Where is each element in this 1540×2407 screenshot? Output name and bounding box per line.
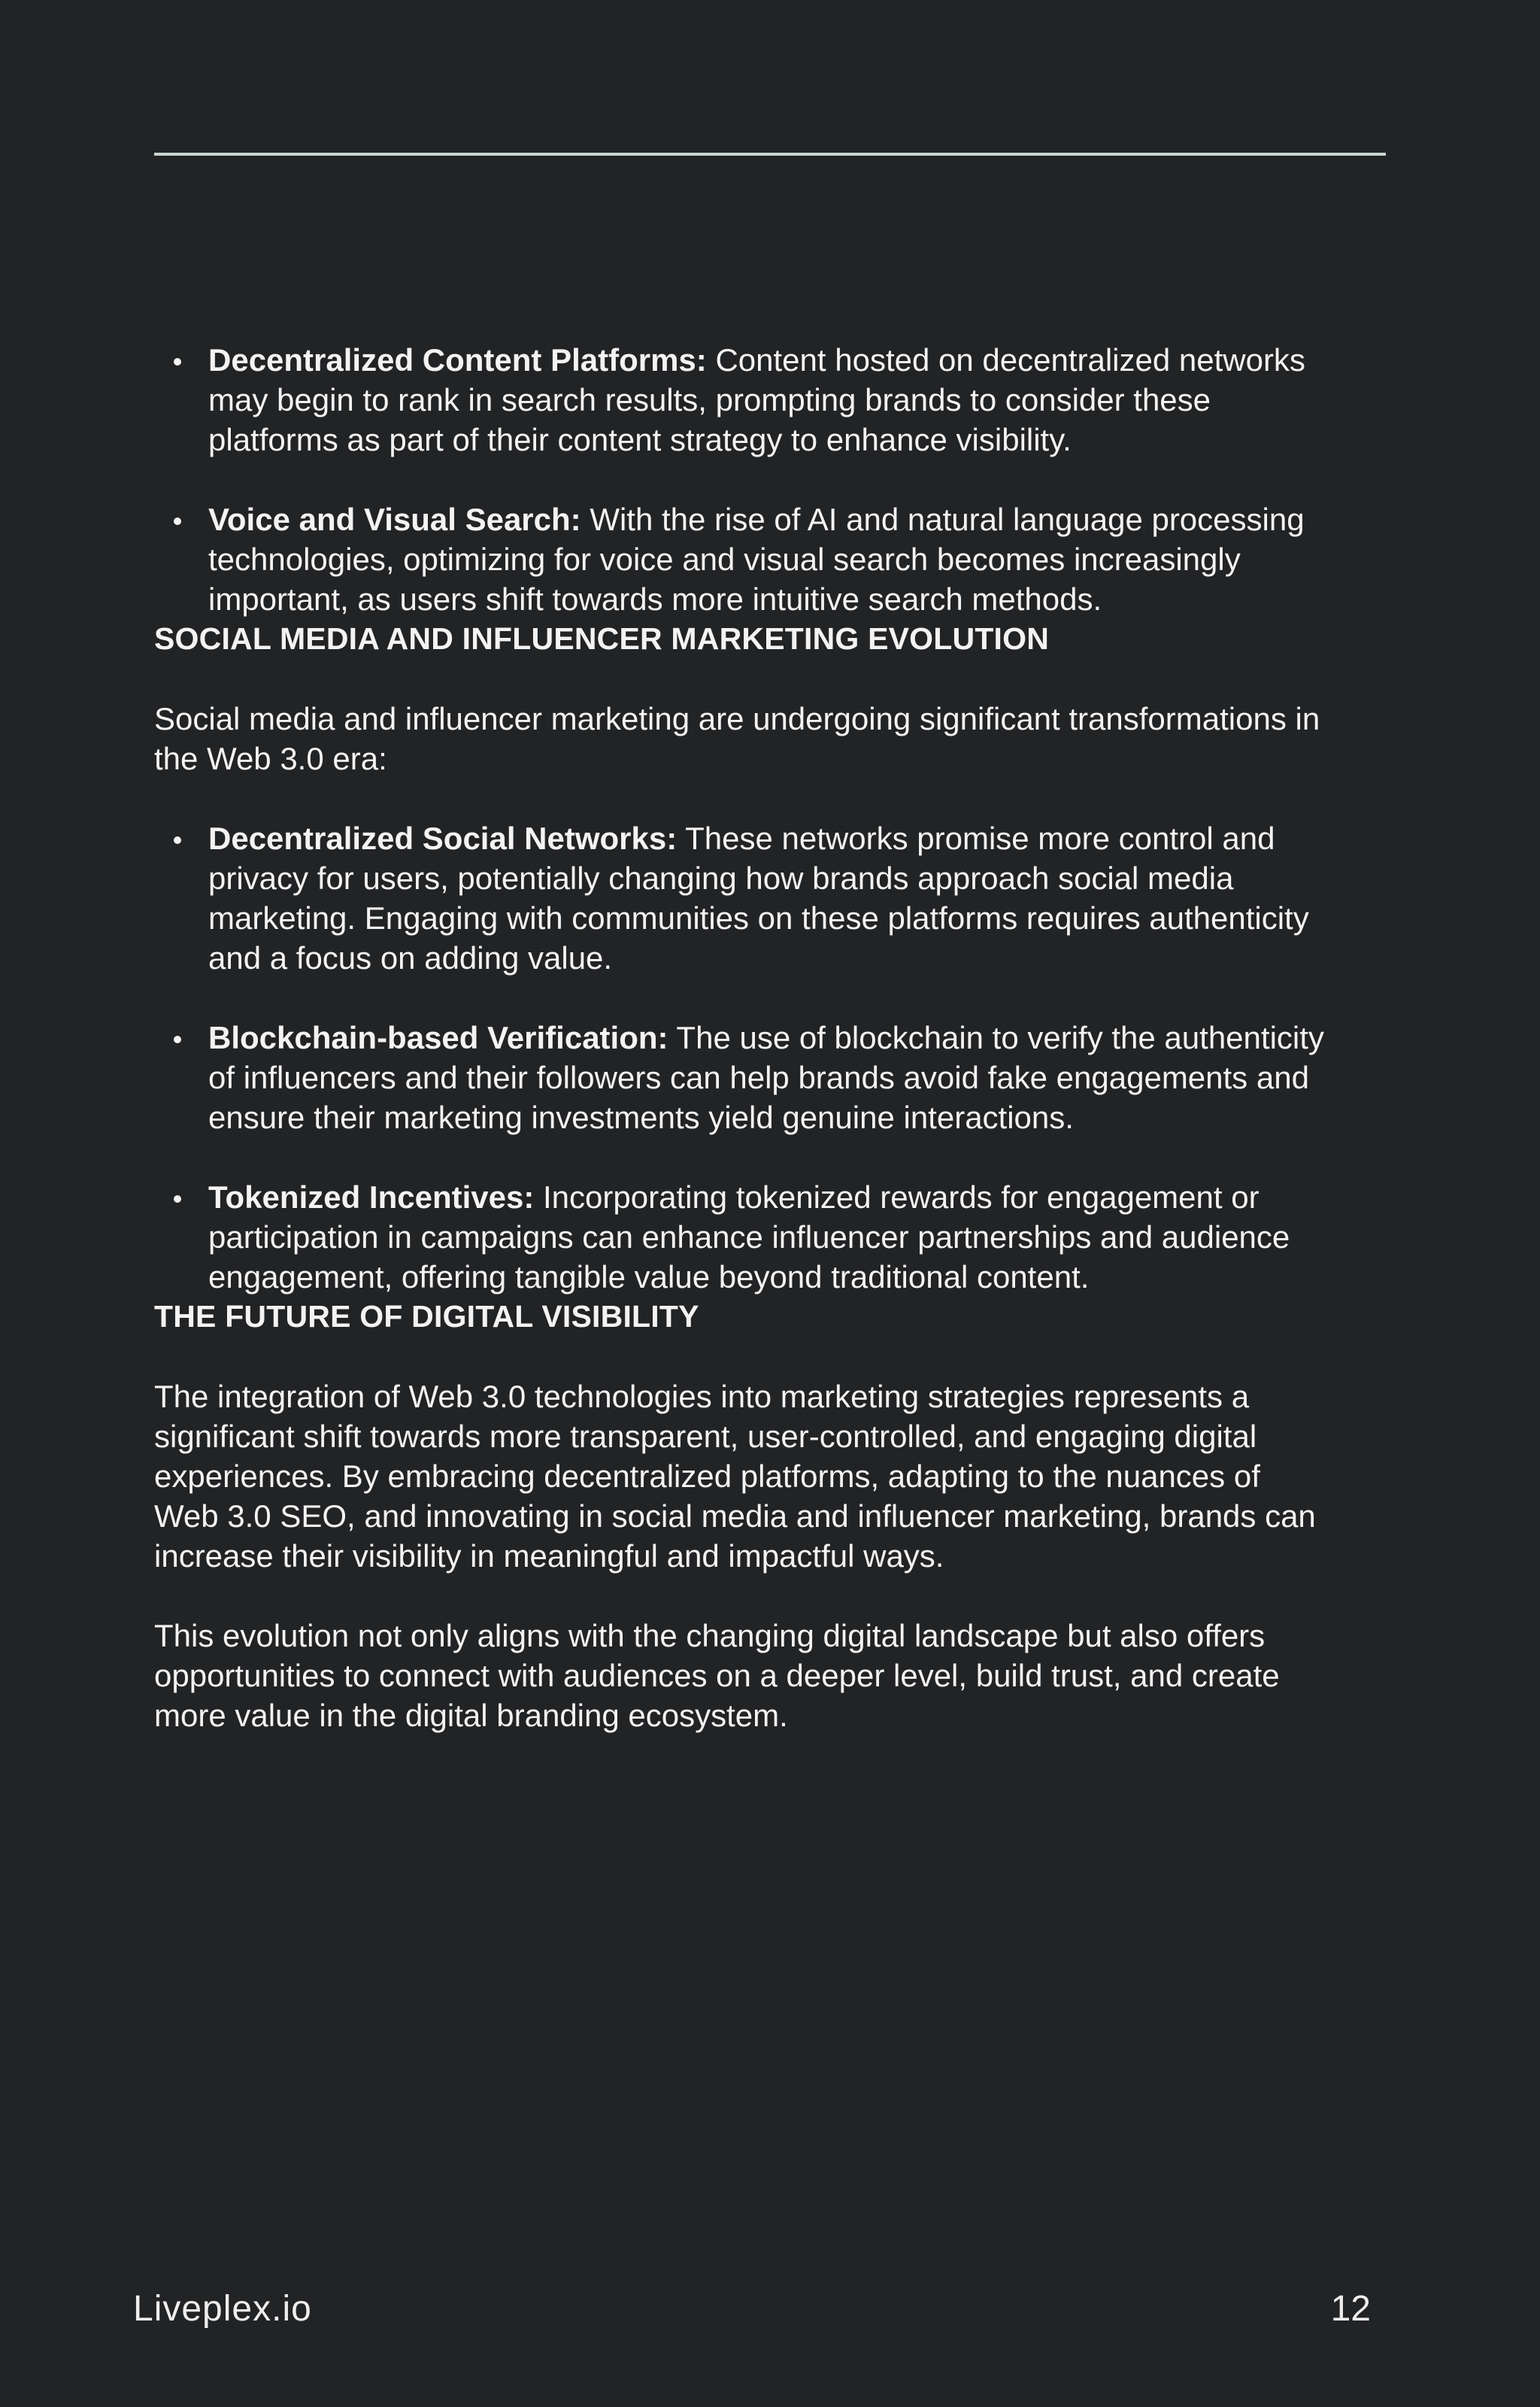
header-divider	[154, 153, 1386, 156]
bullet-label: Decentralized Social Networks:	[208, 821, 678, 856]
bullet-text: With the rise of AI and natural language processing technologies, optimizing for voice and visual search becomes increasingly important, as users shift towards more intuitive search methods.	[208, 502, 1305, 617]
body-paragraph: This evolution not only aligns with the changing digital landscape but also offers opportunities to connect with audiences on a deeper level, build trust, and create more value in the digital branding ecosystem.	[154, 1618, 1280, 1733]
footer-brand: Liveplex.io	[133, 2289, 312, 2329]
bullet-icon	[174, 1195, 181, 1203]
bullet-label: Blockchain-based Verification:	[208, 1020, 668, 1055]
list-item	[154, 1177, 1327, 1297]
body-paragraph: The integration of Web 3.0 technologies into marketing strategies represents a significant shift towards more transparent, user-controlled, and engaging digital experiences. By embracing decentralized platforms, adapting to the nuances of Web 3.0 SEO, and innovating in social media and influencer marketing, brands can increase their visibility in meaningful and impactful ways.	[154, 1379, 1316, 1574]
list-item	[154, 499, 1327, 619]
bullet-text: The use of blockchain to verify the authenticity of influencers and their followers can help brands avoid fake engagements and ensure their marketing investments yield genuine interactions.	[208, 1020, 1324, 1135]
bullet-icon	[174, 358, 181, 366]
page-number: 12	[1330, 2289, 1371, 2329]
bullet-icon	[174, 836, 181, 844]
list-item	[154, 818, 1327, 978]
section-intro-paragraph: Social media and influencer marketing are undergoing significant transformations in the Web 3.0 era:	[154, 701, 1320, 776]
bullet-text: Incorporating tokenized rewards for engagement or participation in campaigns can enhance influencer partnerships and audience engagement, offering tangible value beyond traditional content.	[208, 1179, 1290, 1295]
list-item	[154, 1018, 1327, 1137]
bullet-label: Voice and Visual Search:	[208, 502, 581, 537]
section-heading-future: THE FUTURE OF DIGITAL VISIBILITY	[154, 1299, 699, 1334]
bullet-label: Decentralized Content Platforms:	[208, 342, 707, 378]
bullet-list-search	[154, 340, 1327, 619]
bullet-icon	[174, 1036, 181, 1043]
list-item	[154, 340, 1327, 460]
section-heading-social-media: SOCIAL MEDIA AND INFLUENCER MARKETING EVOLUTION	[154, 621, 1050, 656]
bullet-text: These networks promise more control and privacy for users, potentially changing how brands approach social media marketing. Engaging with communities on these platforms requires authenticity and a focus on adding value.	[208, 821, 1309, 976]
bullet-icon	[174, 518, 181, 525]
bullet-list-social	[154, 818, 1327, 1297]
bullet-text: Content hosted on decentralized networks may begin to rank in search results, prompting brands to consider these platforms as part of their content strategy to enhance visibility.	[208, 342, 1305, 457]
bullet-label: Tokenized Incentives:	[208, 1179, 535, 1215]
page-content	[154, 340, 1327, 1775]
